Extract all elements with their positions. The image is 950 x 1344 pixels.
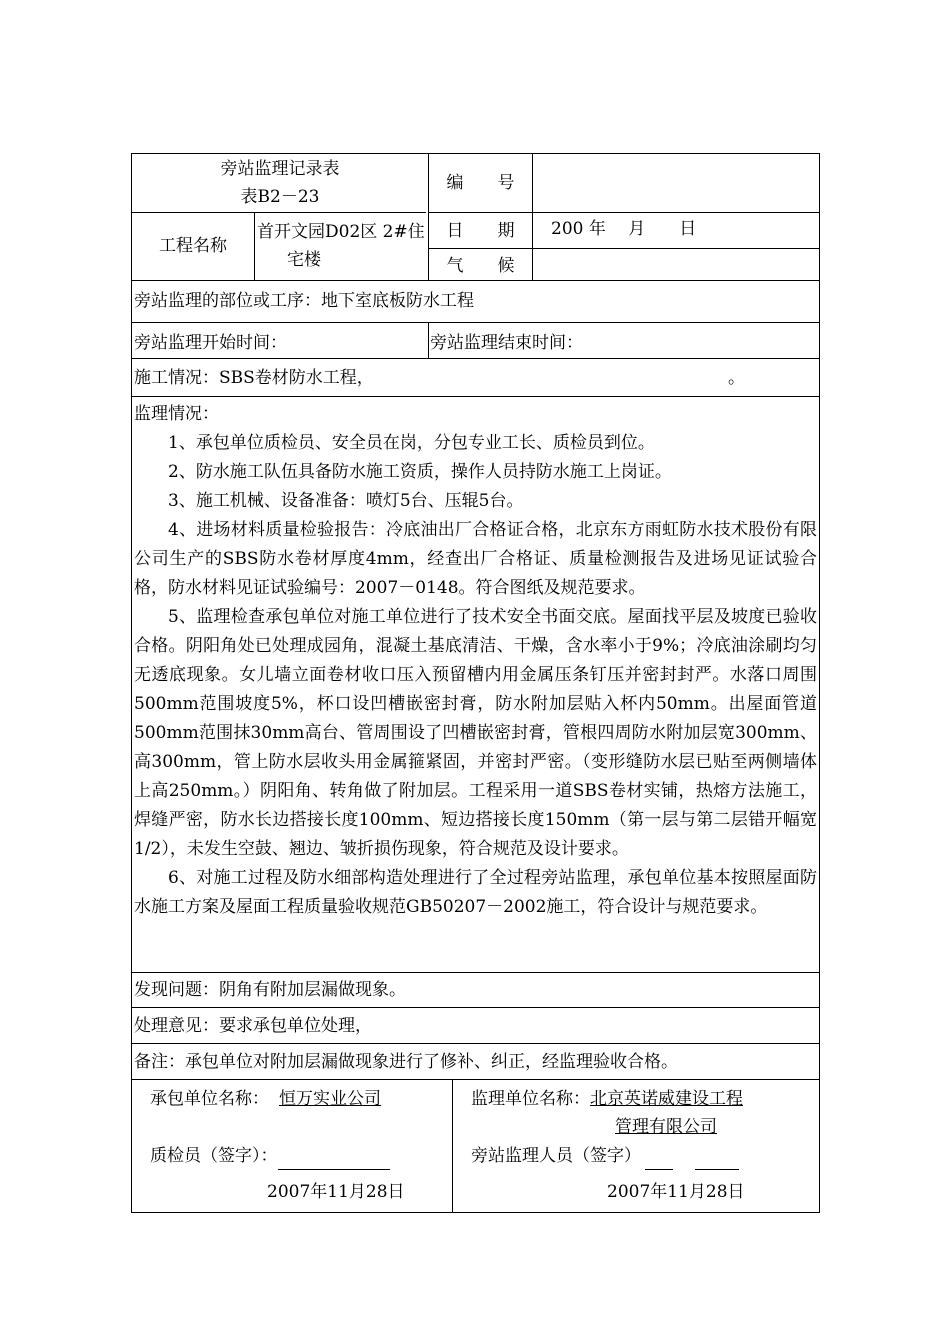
opinion-text: 处理意见：要求承包单位处理， <box>134 1016 372 1036</box>
number-value <box>533 154 819 212</box>
supervisor-name-line1: 北京英诺威建设工程 <box>590 1089 743 1109</box>
signature-row <box>131 1080 820 1213</box>
start-time-label: 旁站监理开始时间： <box>134 333 287 353</box>
remarks-row <box>131 1044 820 1080</box>
form-title: 旁站监理记录表 <box>220 159 340 179</box>
supervision-item-5: 5、监理检查承包单位对施工单位进行了技术安全书面交底。屋面找平层及坡度已验收合格。阴阳角处已处理成园角，混凝土基底清洁、干燥，含水率小于9%；冷底油涂刷均匀无透底现象。女儿墙立面卷材收口压入预留槽内用金属压条钉压并密封封严。水落口周围500mm范围坡度5%，杯口设凹槽嵌密封膏，防水附加层贴入杯内50mm。出屋面管道500mm范围抹30mm高台、管周围设了凹槽嵌密封膏，管根四周防水附加层宽300mm、高300mm，管上防水层收头用金属箍紧固，并密封严密。（变形缝防水层已贴至两侧墙体上高250mm。）阴阳角、转角做了附加层。工程采用一道SBS卷材实铺，热熔方法施工，焊缝严密，防水长边搭接长度100mm、短边搭接长度150mm（第一层与第二层错开幅宽1/2），未发生空鼓、翘边、皱折损伤现象，符合规范及设计要求。 <box>134 607 817 859</box>
supervision-record-form <box>131 153 820 1213</box>
construction-row <box>131 359 820 397</box>
supervision-title: 监理情况： <box>134 404 219 424</box>
time-row <box>131 323 820 359</box>
position-value: 地下室底板防水工程 <box>321 291 474 311</box>
construction-text: 施工情况：SBS卷材防水工程， <box>134 368 374 388</box>
construction-trailing: 。 <box>728 368 745 388</box>
supervisor-date: 2007年11月28日 <box>607 1182 745 1202</box>
form-code: 表B2－23 <box>240 187 320 207</box>
position-label: 旁站监理的部位或工序： <box>134 291 321 311</box>
weather-label: 气 候 <box>429 248 532 283</box>
project-label: 工程名称 <box>159 236 227 256</box>
supervision-item-4: 4、进场材料质量检验报告：冷底油出厂合格证合格，北京东方雨虹防水技术股份有限公司生产的SBS防水卷材厚度4mm，经查出厂合格证、质量检测报告及进场见证试验合格，防水材料见证试验编号：2007－0148。符合图纸及规范要求。 <box>134 520 817 598</box>
inspector-signature-line <box>278 1149 390 1170</box>
supervision-row <box>131 397 820 973</box>
remarks-text: 备注：承包单位对附加层漏做现象进行了修补、纠正，经监理验收合格。 <box>134 1052 678 1072</box>
inspector-label: 质检员（签字）： <box>150 1146 278 1166</box>
meta-values <box>532 154 819 280</box>
supervisor-staff-label: 旁站监理人员（签字） <box>471 1146 641 1166</box>
header-block <box>131 153 820 281</box>
weather-value <box>533 248 819 283</box>
date-value: 200 年 月 日 <box>533 212 819 248</box>
contractor-name: 恒万实业公司 <box>279 1089 381 1109</box>
supervision-item-2: 2、防水施工队伍具备防水施工资质，操作人员持防水施工上岗证。 <box>168 462 672 482</box>
opinion-row <box>131 1008 820 1044</box>
issues-text: 发现问题：阴角有附加层漏做现象。 <box>134 980 406 1000</box>
project-name-line1: 首开文园D02区 2#住 <box>257 222 425 242</box>
project-name-cell <box>254 212 428 280</box>
project-label-cell <box>132 212 254 280</box>
supervisor-signature-line-2 <box>695 1149 739 1170</box>
project-name-line2: 宅楼 <box>287 250 321 270</box>
number-label: 编 号 <box>446 173 515 193</box>
supervision-item-3: 3、施工机械、设备准备：喷灯5台、压辊5台。 <box>168 491 524 511</box>
contractor-date: 2007年11月28日 <box>267 1182 405 1202</box>
issues-row <box>131 973 820 1008</box>
end-time-label: 旁站监理结束时间： <box>428 323 819 358</box>
form-title-cell <box>132 154 428 212</box>
supervision-item-6: 6、对施工过程及防水细部构造处理进行了全过程旁站监理，承包单位基本按照屋面防水施工方案及屋面工程质量验收规范GB50207－2002施工，符合设计与规范要求。 <box>134 868 817 917</box>
supervisor-block <box>452 1080 819 1212</box>
supervision-item-1: 1、承包单位质检员、安全员在岗，分包专业工长、质检员到位。 <box>168 433 655 453</box>
contractor-label: 承包单位名称： <box>150 1089 269 1109</box>
contractor-block <box>132 1080 452 1212</box>
meta-labels <box>428 154 532 280</box>
supervisor-label: 监理单位名称： <box>471 1089 590 1109</box>
supervisor-name-line2: 管理有限公司 <box>615 1117 717 1137</box>
position-row <box>131 281 820 323</box>
date-label: 日 期 <box>429 212 532 248</box>
supervisor-signature-line-1 <box>645 1149 673 1170</box>
